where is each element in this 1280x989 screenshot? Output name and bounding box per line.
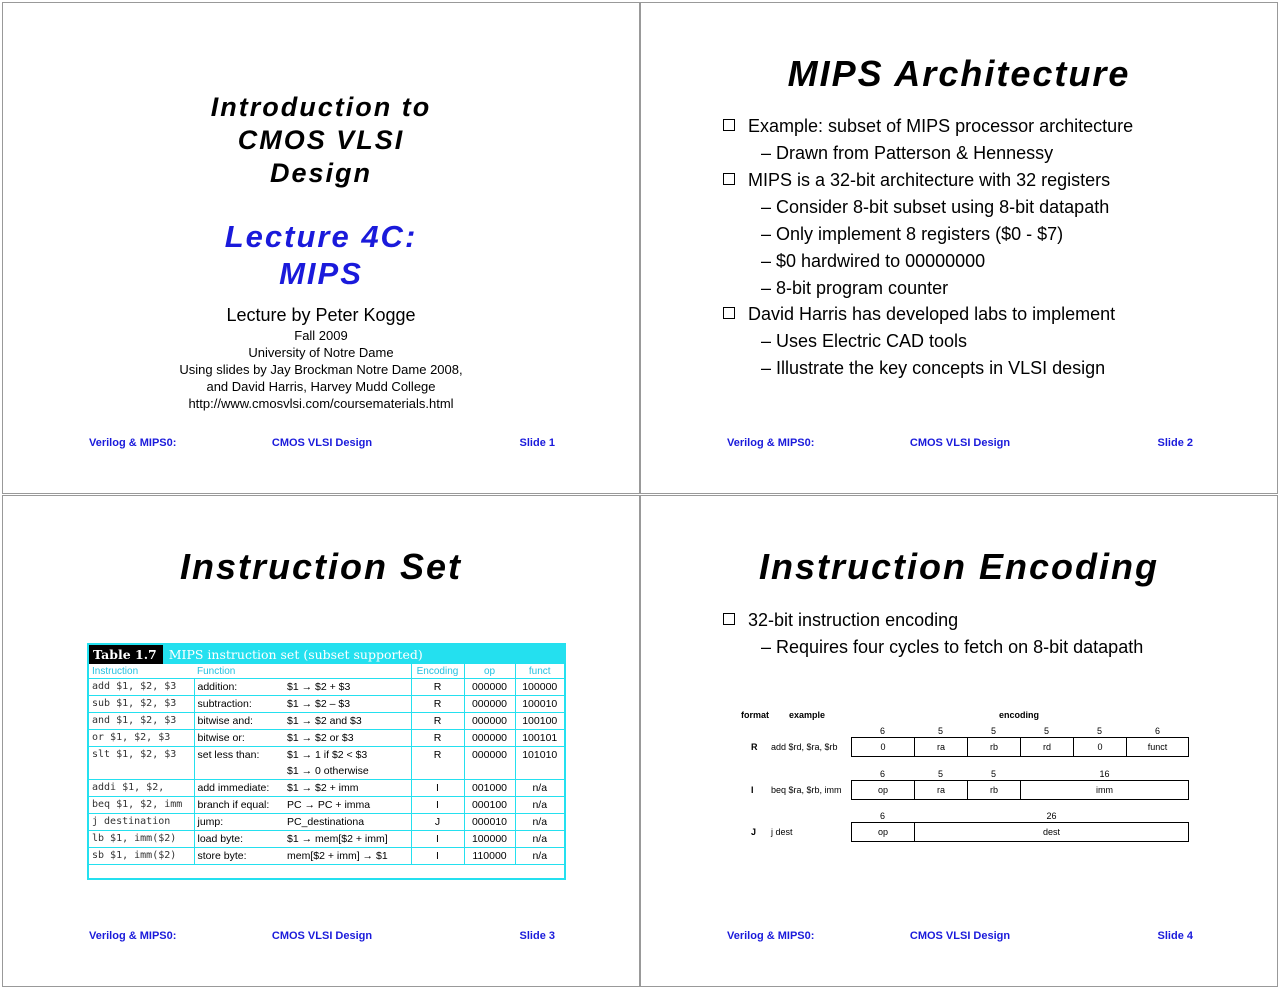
sub-bullet: – Drawn from Patterson & Hennessy bbox=[761, 143, 1054, 163]
lecture-title-line: Lecture 4C: bbox=[224, 219, 418, 254]
checkbox-bullet-icon bbox=[723, 173, 735, 185]
funct-cell bbox=[515, 831, 564, 848]
expression-cell bbox=[284, 848, 411, 865]
function-cell bbox=[194, 848, 284, 865]
instruction-cell-text: j destination bbox=[92, 816, 171, 827]
funct-cell-text: 100010 bbox=[522, 698, 558, 710]
op-cell bbox=[464, 831, 515, 848]
table-grid bbox=[89, 664, 564, 865]
expression-cell bbox=[284, 780, 411, 797]
bullet bbox=[723, 610, 958, 631]
funct-cell bbox=[515, 848, 564, 865]
instruction-cell bbox=[89, 696, 194, 713]
bullet bbox=[723, 304, 1115, 325]
slide-title: Instruction Encoding bbox=[759, 546, 1159, 587]
lecture-info bbox=[3, 327, 639, 412]
checkbox-bullet-icon bbox=[723, 613, 735, 625]
encoding-cell-text: I bbox=[436, 782, 439, 794]
footer-slide-number: Slide 1 bbox=[519, 437, 555, 449]
expression-cell-text: $1 → 0 otherwise bbox=[287, 765, 369, 777]
instruction-cell-text: beq $1, $2, imm bbox=[92, 799, 183, 810]
field: dest bbox=[1042, 827, 1060, 837]
encoding-cell bbox=[411, 679, 464, 696]
instruction-cell bbox=[89, 848, 194, 865]
slide-3 bbox=[2, 495, 640, 987]
op-cell-text: 000010 bbox=[471, 816, 508, 828]
bit-width: 16 bbox=[1099, 769, 1110, 779]
op-cell-text: 000100 bbox=[471, 799, 508, 811]
encoding-cell-text: R bbox=[433, 681, 442, 693]
footer-slide-number: Slide 4 bbox=[1157, 930, 1193, 942]
op-cell-text: 110000 bbox=[472, 850, 507, 862]
info-line: University of Notre Dame bbox=[248, 345, 394, 360]
funct-cell bbox=[515, 696, 564, 713]
slide-footer bbox=[727, 437, 1193, 453]
encoding-cell-text: R bbox=[433, 698, 442, 710]
expression-cell bbox=[284, 730, 411, 747]
encoding-box-r bbox=[851, 737, 1189, 757]
encoding-cell bbox=[411, 780, 464, 797]
table-row bbox=[89, 679, 564, 696]
funct-cell-text: n/a bbox=[532, 850, 548, 862]
info-line: and David Harris, Harvey Mudd College bbox=[206, 379, 436, 394]
checkbox-bullet-icon bbox=[723, 119, 735, 131]
funct-cell-text: 101010 bbox=[522, 749, 558, 761]
instruction-cell-text: slt $1, $2, $3 bbox=[92, 749, 177, 760]
encoding-header: encoding bbox=[999, 710, 1039, 720]
encoding-box-i bbox=[851, 780, 1189, 800]
table-row bbox=[89, 814, 564, 831]
encoding-cell-text: R bbox=[433, 715, 442, 727]
expression-cell-text: mem[$2 + imm] → $1 bbox=[287, 850, 388, 862]
expression-cell bbox=[284, 713, 411, 730]
sub-bullet: – Consider 8-bit subset using 8-bit datapath bbox=[761, 197, 1110, 217]
table-row bbox=[89, 831, 564, 848]
op-cell-text: 000000 bbox=[471, 681, 508, 693]
field: op bbox=[852, 781, 915, 799]
column-header: Instruction bbox=[89, 664, 194, 679]
bit-width: 6 bbox=[879, 811, 885, 821]
function-cell-text: set less than: bbox=[197, 749, 260, 761]
table-row bbox=[89, 713, 564, 730]
function-cell bbox=[194, 696, 284, 713]
funct-cell bbox=[515, 713, 564, 730]
funct-cell-text: 100101 bbox=[522, 732, 558, 744]
expression-cell-text: $1 → $2 – $3 bbox=[287, 698, 351, 710]
footer-left: Verilog & MIPS0: bbox=[89, 437, 177, 449]
byline: Lecture by Peter Kogge bbox=[226, 305, 416, 325]
field: op bbox=[852, 823, 915, 841]
funct-cell-text: n/a bbox=[532, 799, 548, 811]
funct-cell-text: n/a bbox=[532, 833, 548, 845]
encoding-cell-text: I bbox=[436, 833, 439, 845]
field: imm bbox=[1096, 785, 1113, 795]
table-row bbox=[89, 747, 564, 780]
encoding-cell bbox=[411, 848, 464, 865]
funct-cell bbox=[515, 797, 564, 814]
op-cell-text: 000000 bbox=[471, 749, 508, 761]
encoding-cell bbox=[411, 730, 464, 747]
footer-slide-number: Slide 3 bbox=[519, 930, 555, 942]
function-cell-text: add immediate: bbox=[197, 782, 270, 794]
table-row bbox=[89, 780, 564, 797]
slide-footer bbox=[89, 437, 555, 453]
field: 0 bbox=[852, 738, 915, 756]
expression-cell-text: PC → PC + imma bbox=[287, 799, 371, 811]
sub-bullet: – Illustrate the key concepts in VLSI design bbox=[761, 358, 1106, 378]
function-cell-text: addition: bbox=[197, 681, 238, 693]
function-cell-text: bitwise and: bbox=[197, 715, 253, 727]
course-title-line: Design bbox=[269, 158, 373, 188]
encoding-cell-text: J bbox=[434, 816, 441, 828]
field: ra bbox=[915, 781, 968, 799]
instruction-cell-text: or $1, $2, $3 bbox=[92, 732, 171, 743]
table-caption-text: MIPS instruction set (subset supported) bbox=[168, 647, 423, 662]
funct-cell-text: 100100 bbox=[522, 715, 558, 727]
column-header: Encoding bbox=[411, 664, 464, 679]
example-r: add $rd, $ra, $rb bbox=[771, 742, 838, 752]
function-cell-text: bitwise or: bbox=[197, 732, 245, 744]
footer-left: Verilog & MIPS0: bbox=[727, 930, 815, 942]
funct-cell-text: 100000 bbox=[522, 681, 558, 693]
table-row bbox=[89, 696, 564, 713]
function-cell bbox=[194, 780, 284, 797]
function-cell-text: branch if equal: bbox=[197, 799, 270, 811]
course-title bbox=[3, 91, 639, 190]
instruction-cell-text: lb $1, imm($2) bbox=[92, 833, 177, 844]
example-i: beq $ra, $rb, imm bbox=[771, 785, 842, 795]
footer-center: CMOS VLSI Design bbox=[271, 437, 373, 449]
slide-title: MIPS Architecture bbox=[787, 53, 1131, 94]
slide-4 bbox=[640, 495, 1278, 987]
field: funct bbox=[1147, 742, 1168, 752]
instruction-cell-text: add $1, $2, $3 bbox=[92, 681, 177, 692]
instruction-cell bbox=[89, 679, 194, 696]
footer-center: CMOS VLSI Design bbox=[909, 930, 1011, 942]
course-title-line: CMOS VLSI bbox=[237, 125, 405, 155]
format-j: J bbox=[751, 827, 757, 837]
instruction-cell bbox=[89, 747, 194, 780]
expression-cell bbox=[284, 696, 411, 713]
bit-width: 5 bbox=[1043, 726, 1049, 736]
column-header: Function bbox=[194, 664, 284, 679]
funct-cell bbox=[515, 679, 564, 696]
info-link: http://www.cmosvlsi.com/coursematerials.html bbox=[188, 396, 454, 411]
footer-slide-number: Slide 2 bbox=[1157, 437, 1193, 449]
table-number: Table 1.7 bbox=[89, 645, 163, 664]
expression-cell-text: $1 → $2 + imm bbox=[287, 782, 359, 794]
op-cell-text: 000000 bbox=[471, 698, 508, 710]
slide-footer bbox=[727, 930, 1193, 946]
format-r: R bbox=[751, 742, 758, 752]
op-cell bbox=[464, 814, 515, 831]
encoding-box-j bbox=[851, 822, 1189, 842]
function-cell bbox=[194, 713, 284, 730]
function-cell-text: load byte: bbox=[197, 833, 244, 845]
column-header bbox=[284, 664, 411, 679]
sub-bullet: – $0 hardwired to 00000000 bbox=[761, 251, 986, 271]
bit-width: 5 bbox=[1096, 726, 1102, 736]
expression-cell-text: $1 → $2 or $3 bbox=[287, 732, 354, 744]
field: rb bbox=[968, 781, 1021, 799]
instruction-cell bbox=[89, 814, 194, 831]
op-cell bbox=[464, 713, 515, 730]
function-cell bbox=[194, 747, 284, 780]
encoding-cell bbox=[411, 831, 464, 848]
funct-cell bbox=[515, 730, 564, 747]
info-line: Fall 2009 bbox=[294, 328, 348, 343]
table-caption bbox=[89, 645, 564, 664]
footer-left: Verilog & MIPS0: bbox=[727, 437, 815, 449]
op-cell-text: 000000 bbox=[471, 732, 508, 744]
encoding-cell bbox=[411, 797, 464, 814]
slide-footer bbox=[89, 930, 555, 946]
expression-cell bbox=[284, 679, 411, 696]
format-i: I bbox=[751, 785, 754, 795]
slide-2 bbox=[640, 2, 1278, 494]
field: rd bbox=[1021, 738, 1074, 756]
column-header: funct bbox=[515, 664, 564, 679]
encoding-cell bbox=[411, 747, 464, 780]
instruction-cell bbox=[89, 780, 194, 797]
encoding-cell-text: R bbox=[433, 732, 442, 744]
bullet-text: 32-bit instruction encoding bbox=[748, 610, 959, 630]
expression-cell bbox=[284, 814, 411, 831]
expression-cell bbox=[284, 747, 411, 780]
encoding-cell bbox=[411, 713, 464, 730]
sub-bullet: – Uses Electric CAD tools bbox=[761, 331, 968, 351]
field: rb bbox=[968, 738, 1021, 756]
function-cell-text: store byte: bbox=[197, 850, 247, 862]
mips-instruction-table bbox=[87, 643, 566, 880]
function-cell-text: jump: bbox=[197, 816, 224, 828]
instruction-cell bbox=[89, 713, 194, 730]
slide-1 bbox=[2, 2, 640, 494]
function-cell bbox=[194, 797, 284, 814]
bullet-text: David Harris has developed labs to implement bbox=[748, 304, 1116, 324]
op-cell bbox=[464, 747, 515, 780]
function-cell bbox=[194, 679, 284, 696]
op-cell bbox=[464, 848, 515, 865]
footer-center: CMOS VLSI Design bbox=[271, 930, 373, 942]
funct-cell-text: n/a bbox=[532, 782, 548, 794]
bullet bbox=[723, 116, 1133, 137]
lecture-title bbox=[3, 218, 639, 292]
expression-cell-text: PC_destinationa bbox=[287, 816, 365, 828]
format-header: format bbox=[741, 710, 770, 720]
checkbox-bullet-icon bbox=[723, 307, 735, 319]
instruction-cell-text: sb $1, imm($2) bbox=[92, 850, 177, 861]
encoding-cell-text: I bbox=[436, 799, 439, 811]
lecture-title-line: MIPS bbox=[279, 256, 363, 291]
bit-width: 6 bbox=[879, 726, 885, 736]
op-cell bbox=[464, 679, 515, 696]
op-cell-text: 100000 bbox=[471, 833, 508, 845]
expression-cell-text: $1 → $2 and $3 bbox=[287, 715, 362, 727]
footer-center: CMOS VLSI Design bbox=[909, 437, 1011, 449]
instruction-cell-text: addi $1, $2, bbox=[92, 782, 165, 793]
bit-width: 26 bbox=[1046, 811, 1057, 821]
field: 0 bbox=[1074, 738, 1127, 756]
bit-width: 5 bbox=[937, 726, 943, 736]
encoding-cell bbox=[411, 696, 464, 713]
bit-widths-j bbox=[851, 811, 1189, 821]
op-cell bbox=[464, 780, 515, 797]
field: ra bbox=[915, 738, 968, 756]
op-cell bbox=[464, 696, 515, 713]
footer-left: Verilog & MIPS0: bbox=[89, 930, 177, 942]
table-header-row bbox=[89, 664, 564, 679]
expression-cell bbox=[284, 797, 411, 814]
sub-bullet: – 8-bit program counter bbox=[761, 278, 949, 298]
op-cell-text: 000000 bbox=[471, 715, 508, 727]
bullet-text: Example: subset of MIPS processor architecture bbox=[748, 116, 1134, 136]
sub-bullet: – Requires four cycles to fetch on 8-bit datapath bbox=[761, 637, 1144, 657]
bullet-text: MIPS is a 32-bit architecture with 32 registers bbox=[748, 170, 1111, 190]
funct-cell bbox=[515, 814, 564, 831]
function-cell bbox=[194, 831, 284, 848]
instruction-cell bbox=[89, 831, 194, 848]
bit-width: 5 bbox=[990, 726, 996, 736]
example-header: example bbox=[789, 710, 826, 720]
bit-width: 5 bbox=[990, 769, 996, 779]
encoding-cell bbox=[411, 814, 464, 831]
instruction-cell bbox=[89, 797, 194, 814]
op-cell bbox=[464, 797, 515, 814]
instruction-cell bbox=[89, 730, 194, 747]
bit-widths-i bbox=[851, 769, 1189, 779]
expression-cell-text: $1 → 1 if $2 < $3 bbox=[287, 749, 368, 761]
example-j: j dest bbox=[771, 827, 793, 837]
expression-cell-text: $1 → mem[$2 + imm] bbox=[287, 833, 388, 845]
funct-cell-text: n/a bbox=[532, 816, 548, 828]
op-cell-text: 001000 bbox=[471, 782, 508, 794]
bit-width: 6 bbox=[879, 769, 885, 779]
funct-cell bbox=[515, 747, 564, 780]
instruction-cell-text: sub $1, $2, $3 bbox=[92, 698, 177, 709]
course-title-line: Introduction to bbox=[210, 92, 432, 122]
bit-widths-r bbox=[851, 726, 1189, 736]
function-cell-text: subtraction: bbox=[197, 698, 252, 710]
encoding-cell-text: I bbox=[436, 850, 439, 862]
expression-cell bbox=[284, 831, 411, 848]
info-line: Using slides by Jay Brockman Notre Dame 2008, bbox=[179, 362, 463, 377]
expression-cell-text: $1 → $2 + $3 bbox=[287, 681, 351, 693]
table-row bbox=[89, 797, 564, 814]
bit-width: 5 bbox=[937, 769, 943, 779]
table-row bbox=[89, 730, 564, 747]
bit-width: 6 bbox=[1154, 726, 1160, 736]
funct-cell bbox=[515, 780, 564, 797]
instruction-cell-text: and $1, $2, $3 bbox=[92, 715, 177, 726]
function-cell bbox=[194, 730, 284, 747]
table-row bbox=[89, 848, 564, 865]
bullet bbox=[723, 170, 1110, 191]
slide-title: Instruction Set bbox=[179, 546, 463, 587]
op-cell bbox=[464, 730, 515, 747]
function-cell bbox=[194, 814, 284, 831]
encoding-cell-text: R bbox=[433, 749, 442, 761]
column-header: op bbox=[464, 664, 515, 679]
sub-bullet: – Only implement 8 registers ($0 - $7) bbox=[761, 224, 1064, 244]
